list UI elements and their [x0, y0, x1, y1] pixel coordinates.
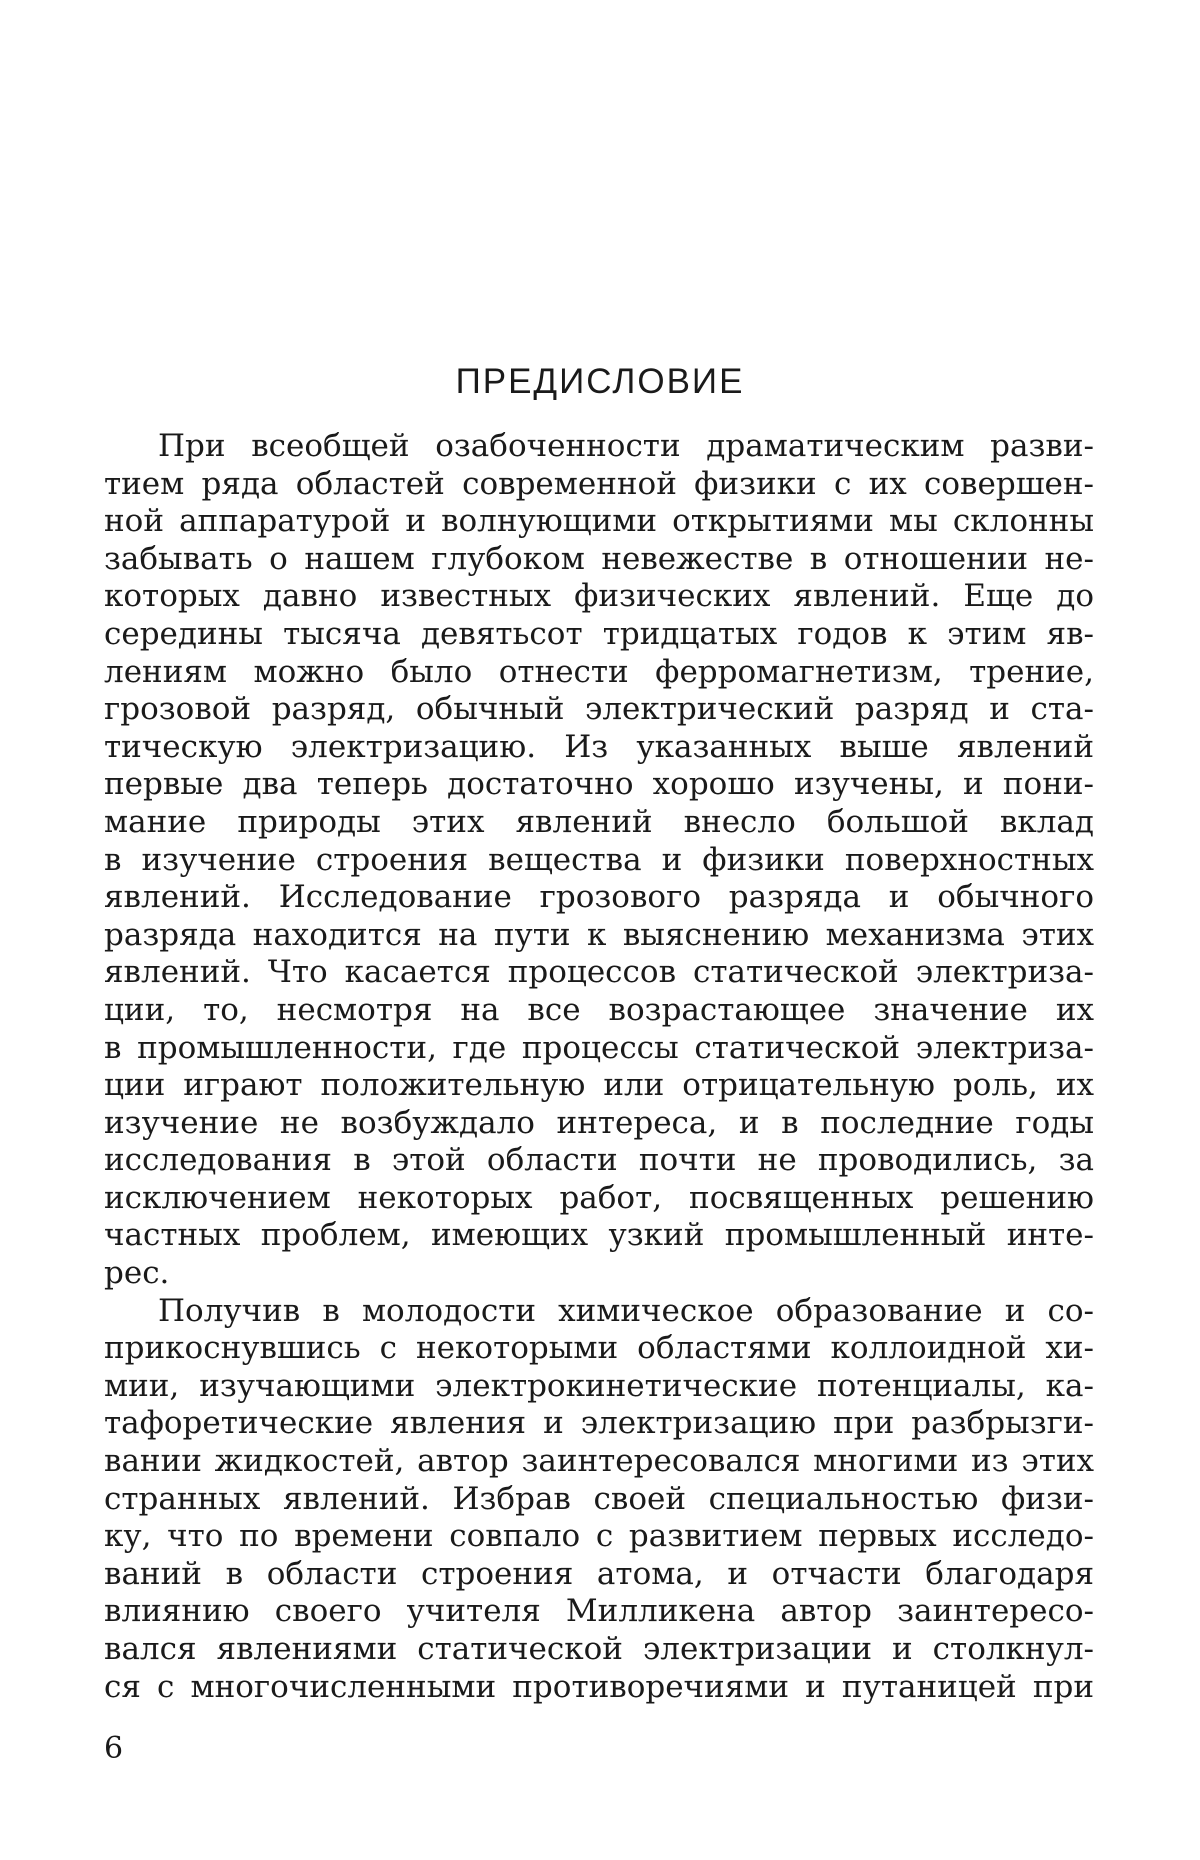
- text-line: явлений. Исследование грозового разряда и обычного: [104, 879, 1094, 916]
- preface-text: [104, 428, 1094, 1706]
- text-line: лениям можно было отнести ферромагнетизм, трение,: [104, 653, 1094, 690]
- text-line: первые два теперь достаточно хорошо изучены, и пони-: [104, 766, 1094, 803]
- text-line: тафоретические явления и электризацию при разбрызги-: [104, 1405, 1094, 1442]
- page-number: 6: [104, 1731, 124, 1766]
- text-line: забывать о нашем глубоком невежестве в отношении не-: [104, 540, 1094, 577]
- text-line: ции играют положительную или отрицательную роль, их: [104, 1067, 1094, 1104]
- text-line: в промышленности, где процессы статической электриза-: [104, 1029, 1094, 1066]
- text-line: ной аппаратурой и волнующими открытиями мы склонны: [104, 503, 1094, 540]
- text-line: явлений. Что касается процессов статической электриза-: [104, 954, 1094, 991]
- text-line: ку, что по времени совпало с развитием первых исследо-: [104, 1518, 1094, 1555]
- text-line: разряда находится на пути к выяснению механизма этих: [104, 916, 1094, 953]
- text-line: мание природы этих явлений внесло большой вклад: [104, 803, 1094, 840]
- text-line: исследования в этой области почти не проводились, за: [104, 1142, 1094, 1179]
- text-line: влиянию своего учителя Милликена автор заинтересо-: [104, 1593, 1094, 1630]
- text-line: вании жидкостей, автор заинтересовался многими из этих: [104, 1443, 1094, 1480]
- text-line: мии, изучающими электрокинетические потенциалы, ка-: [104, 1367, 1094, 1404]
- text-line: грозовой разряд, обычный электрический разряд и ста-: [104, 691, 1094, 728]
- text-line: которых давно известных физических явлений. Еще до: [104, 578, 1094, 615]
- text-line: в изучение строения вещества и физики поверхностных: [104, 841, 1094, 878]
- text-line: изучение не возбуждало интереса, и в последние годы: [104, 1104, 1094, 1141]
- text-line: ваний в области строения атома, и отчасти благодаря: [104, 1555, 1094, 1592]
- text-line: рес.: [104, 1255, 170, 1292]
- text-line: При всеобщей озабоченности драматическим разви-: [158, 428, 1094, 464]
- text-line: тическую электризацию. Из указанных выше явлений: [104, 728, 1094, 765]
- text-line: середины тысяча девятьсот тридцатых годов к этим яв-: [104, 615, 1094, 652]
- section-title: ПРЕДИСЛОВИЕ: [455, 362, 745, 401]
- text-line: ции, то, несмотря на все возрастающее значение их: [104, 991, 1094, 1028]
- text-line: частных проблем, имеющих узкий промышленный инте-: [104, 1217, 1094, 1254]
- text-line: исключением некоторых работ, посвященных решению: [104, 1179, 1094, 1216]
- text-line: ся с многочисленными противоречиями и путаницей при: [104, 1668, 1094, 1705]
- text-line: тием ряда областей современной физики с их совершен-: [104, 465, 1094, 502]
- text-line: Получив в молодости химическое образование и со-: [158, 1292, 1094, 1329]
- text-line: странных явлений. Избрав своей специальностью физи-: [104, 1480, 1094, 1517]
- text-line: прикоснувшись с некоторыми областями коллоидной хи-: [104, 1330, 1094, 1367]
- text-line: вался явлениями статической электризации и столкнул-: [104, 1631, 1094, 1667]
